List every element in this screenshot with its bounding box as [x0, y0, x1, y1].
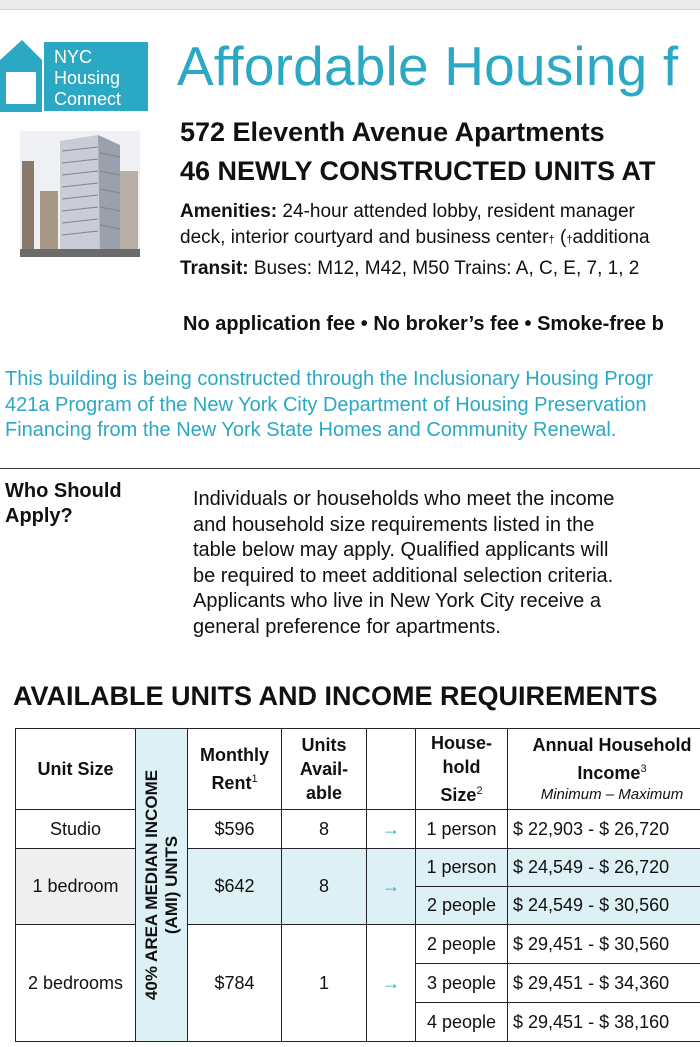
building-photo: [20, 131, 140, 257]
row-studio-unit: Studio: [15, 809, 136, 849]
header-household-size: House- hold Size$^2$: [415, 728, 508, 810]
amenities-line-2: [180, 227, 650, 249]
who-label-line-2: Apply?: [5, 505, 73, 527]
amenities-text-2: deck, interior courtyard and business center: [180, 227, 549, 248]
logo: [44, 42, 148, 111]
logo-line-2: Housing: [54, 68, 121, 88]
row-1br-income-2: $ 24,549 - $ 30,560: [507, 886, 700, 925]
transit-text: Buses: M12, M42, M50 Trains: A, C, E, 7, 1, 2: [253, 258, 640, 279]
logo-line-1: NYC: [54, 47, 93, 67]
row-2br-income-3: $ 29,451 - $ 38,160: [507, 1002, 700, 1042]
who-line-2: and household size requirements listed in the: [193, 513, 595, 536]
header-monthly-rent: Monthly Rent$^1$: [187, 728, 282, 810]
ami-label-cell: [135, 728, 188, 1042]
header-unit-size: Unit Size: [15, 728, 136, 810]
program-text: [5, 367, 653, 444]
row-1br-household-2: 2 people: [415, 886, 508, 925]
arrow-icon: →: [366, 848, 416, 925]
row-2br-rent: $784: [187, 924, 282, 1042]
logo-line-3: Connect: [54, 89, 122, 109]
row-1br-unit: 1 bedroom: [15, 848, 136, 925]
page-title: Affordable Housing f: [177, 35, 679, 97]
transit-line: [180, 258, 639, 280]
building-units-line: 46 NEWLY CONSTRUCTED UNITS AT: [180, 156, 656, 186]
dagger-mark: †: [548, 234, 555, 246]
who-line-1: Individuals or households who meet the income: [193, 488, 615, 510]
who-should-apply-text: [193, 487, 614, 640]
amenities-label: Amenities:: [180, 201, 278, 222]
row-2br-income-1: $ 29,451 - $ 30,560: [507, 924, 700, 964]
program-line-2: 421a Program of the New York City Department of Housing Preservation: [5, 393, 647, 416]
program-line-3: Financing from the New York State Homes and Community Renewal.: [5, 419, 617, 441]
program-line-1: This building is being constructed through the Inclusionary Housing Progr: [5, 368, 654, 390]
amenities-line-1: [180, 201, 635, 223]
row-studio-rent: $596: [187, 809, 282, 849]
row-2br-household-2: 3 people: [415, 963, 508, 1003]
amenities-text-1: 24-hour attended lobby, resident manager: [282, 201, 635, 222]
amenities-text-3: additiona: [572, 227, 650, 248]
who-line-3: table below may apply. Qualified applicants will: [193, 539, 609, 561]
header-annual-income: Annual Household Income$^3$ Minimum – Maximum: [507, 728, 700, 810]
building-name: 572 Eleventh Avenue Apartments: [180, 117, 605, 147]
dagger-mark-2: †: [566, 234, 573, 246]
row-2br-unit: 2 bedrooms: [15, 924, 136, 1042]
amenities-paren: (: [554, 227, 567, 248]
row-1br-household-1: 1 person: [415, 848, 508, 887]
house-icon: [0, 38, 42, 112]
fees-line: No application fee • No broker’s fee • Smoke-free b: [183, 313, 664, 335]
who-line-5: Applicants who live in New York City receive a: [193, 590, 601, 612]
row-studio-income-1: $ 22,903 - $ 26,720: [507, 809, 700, 849]
row-studio-household-1: 1 person: [415, 809, 508, 849]
header-units-available: Units Avail- able: [281, 728, 367, 810]
units-table: [15, 728, 700, 1042]
row-1br-available: 8: [281, 848, 367, 925]
who-should-apply-label: [5, 479, 122, 529]
row-studio-available: 8: [281, 809, 367, 849]
header-arrow-spacer: [366, 728, 416, 810]
row-2br-income-2: $ 29,451 - $ 34,360: [507, 963, 700, 1003]
who-line-4: be required to meet additional selection criteria.: [193, 564, 614, 587]
section-divider: [0, 468, 700, 469]
units-heading: AVAILABLE UNITS AND INCOME REQUIREMENTS: [13, 681, 658, 711]
top-bar: [0, 0, 700, 10]
row-2br-household-3: 4 people: [415, 1002, 508, 1042]
who-line-6: general preference for apartments.: [193, 615, 501, 638]
transit-label: Transit:: [180, 258, 249, 279]
arrow-icon: →: [366, 809, 416, 849]
row-1br-rent: $642: [187, 848, 282, 925]
row-2br-available: 1: [281, 924, 367, 1042]
ami-label: 40% AREA MEDIAN INCOME (AMI) UNITS: [141, 769, 181, 1001]
who-label-line-1: Who Should: [5, 480, 122, 502]
arrow-icon: →: [366, 924, 416, 1042]
row-2br-household-1: 2 people: [415, 924, 508, 964]
row-1br-income-1: $ 24,549 - $ 26,720: [507, 848, 700, 887]
